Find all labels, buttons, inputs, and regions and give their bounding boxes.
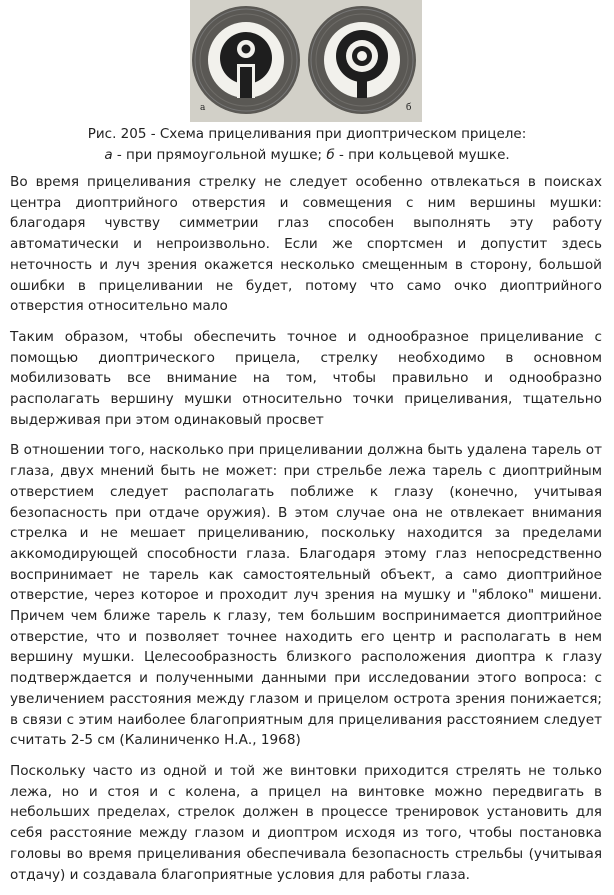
ring-post-diagram <box>308 6 416 114</box>
figure-caption <box>0 124 614 166</box>
figure-label-a: а <box>200 103 206 113</box>
caption-b-text: - при кольцевой мушке. <box>334 147 510 163</box>
paragraph-3: В отношении того, насколько при прицеливании должна быть удалена тарель от глаза, двух мнений быть не может: при стрельбе лежа тарель с диоптрийным отверстием следует располагать поближе к глазу (конечно, учитывая безопасность при отдаче оружия). В этом случае она не отвлекает внимания стрелка и не мешает прицеливанию, поскольку находится за пределами аккомодирующей способности глаза. Благодаря этому глаз непосредственно воспринимает не тарель как самостоятельный объект, а само диоптрийное отверстие, через которое и проходит луч зрения на мушку и "яблоко" мишени. Причем чем ближе тарель к глазу, тем большим воспринимается диоптрийное отверстие, что и позволяет точнее находить его центр и располагать в нем вершину мушки. Целесообразность близкого расположения диоптра к глазу подтверждается и полученными данными при исследовании этого вопроса: с увеличением расстояния между глазом и прицелом острота зрения понижается; в связи с этим наиболее благоприятным для прицеливания расстоянием следует считать 2-5 см (Калиниченко Н.А., 1968) <box>10 442 602 749</box>
rectangular-post-diagram <box>192 6 300 114</box>
paragraph-1: Во время прицеливания стрелку не следует особенно отвлекаться в поисках центра диоптрийного отверстия и совмещения с ним вершины мушки: благодаря чувству симметрии глаз способен выполнять эту работу автоматически и непроизвольно. Если же спортсмен и допустит здесь неточность и луч зрения окажется несколько смещенным в сторону, большой ошибки в прицеливании не будет, потому что само очко диоптрийного отверстия относительно мало <box>10 174 602 315</box>
paragraph-4: Поскольку часто из одной и той же винтовки приходится стрелять не только лежа, но и стоя и с колена, а прицел на винтовке можно передвигать в небольших пределах, стрелок должен в процессе тренировок установить для себя расстояние между глазом и диоптром исходя из того, чтобы постановка головы во время прицеливания обеспечивала безопасность стрельбы (учитывая отдачу) и создавала благоприятные условия для работы глаза. <box>10 762 602 883</box>
caption-a-letter: а <box>104 147 113 163</box>
aiming-diagram <box>190 0 422 122</box>
caption-b-letter: б <box>326 147 335 163</box>
paragraph-2: Таким образом, чтобы обеспечить точное и однообразное прицеливание с помощью диоптрического прицела, стрелку необходимо в основном мобилизовать все внимание на том, чтобы правильно и однообразно располагать вершину мушки относительно точки прицеливания, тщательно выдерживая при этом одинаковый просвет <box>10 328 602 428</box>
aiming-diagram-figure <box>190 0 422 122</box>
caption-a-text: - при прямоугольной мушке; <box>112 147 327 163</box>
figure-label-b: б <box>406 103 412 113</box>
caption-line-2 <box>0 145 614 166</box>
caption-line-1: Рис. 205 - Схема прицеливания при диоптрическом прицеле: <box>87 126 527 142</box>
article-body <box>10 172 602 895</box>
